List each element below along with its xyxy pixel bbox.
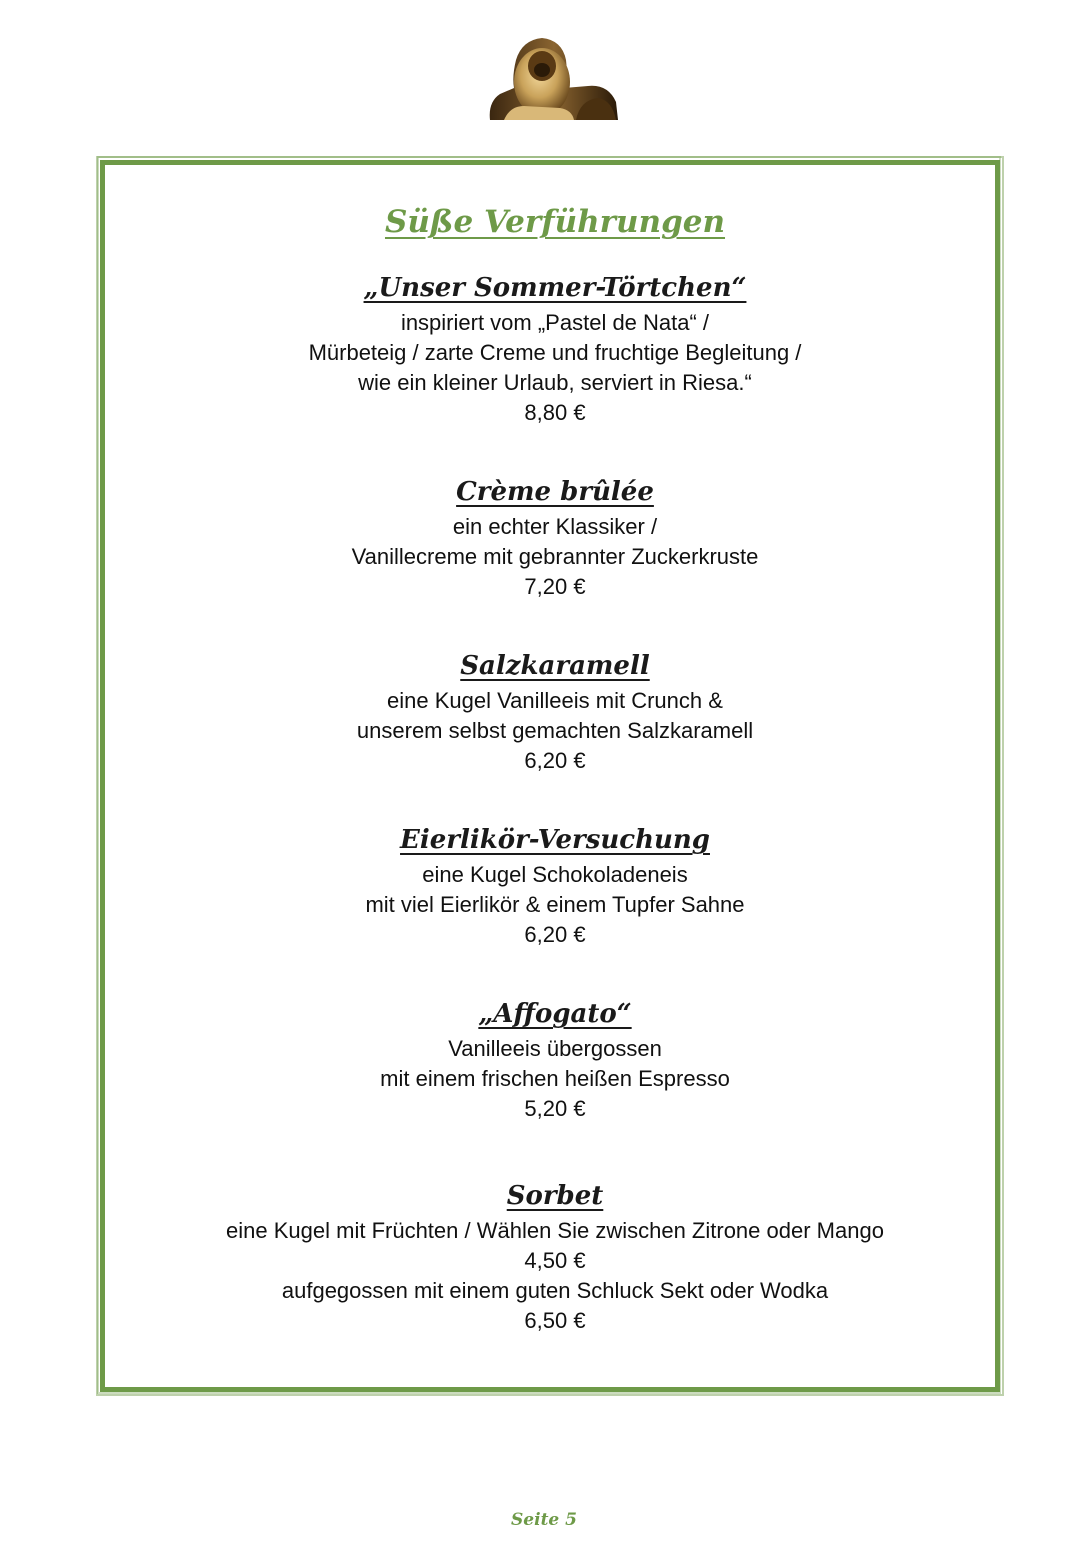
dish-description: Mürbeteig / zarte Creme und fruchtige Begleitung / [308, 340, 802, 365]
dish-name: Sorbet [506, 1181, 604, 1211]
menu-item [105, 472, 1005, 602]
dish-description: Vanillecreme mit gebrannter Zuckerkruste [351, 544, 759, 569]
dish-description: aufgegossen mit einem guten Schluck Sekt oder Wodka [281, 1278, 829, 1303]
dish-price: 4,50 € [524, 1248, 586, 1273]
menu-item [105, 820, 1005, 950]
menu-content [105, 196, 1005, 1336]
dish-price: 7,20 € [524, 574, 586, 599]
dish-price: 6,50 € [524, 1308, 586, 1333]
dish-name: Crème brûlée [456, 477, 654, 507]
menu-item [105, 1176, 1005, 1336]
lion-statue-icon [484, 36, 620, 122]
menu-title: Süße Verführungen [384, 204, 726, 240]
dish-description: inspiriert vom „Pastel de Nata“ / [400, 310, 710, 335]
menu-item [105, 646, 1005, 776]
page-number: Seite 5 [511, 1510, 577, 1530]
menu-item [105, 994, 1005, 1124]
dish-price: 8,80 € [524, 400, 586, 425]
dish-price: 6,20 € [524, 922, 586, 947]
dish-description: eine Kugel Vanilleeis mit Crunch & [387, 688, 723, 713]
dish-description: Vanilleeis übergossen [448, 1036, 662, 1061]
dish-description: ein echter Klassiker / [452, 514, 658, 539]
dish-description: mit einem frischen heißen Espresso [380, 1066, 730, 1091]
dish-name: „Affogato“ [478, 999, 632, 1029]
dish-description: wie ein kleiner Urlaub, serviert in Riesa.“ [358, 370, 752, 395]
dish-description: eine Kugel Schokoladeneis [422, 862, 688, 887]
dish-description: eine Kugel mit Früchten / Wählen Sie zwischen Zitrone oder Mango [226, 1218, 884, 1243]
dish-description: unserem selbst gemachten Salzkaramell [356, 718, 754, 743]
dish-name: „Unser Sommer-Törtchen“ [363, 273, 747, 303]
menu-item [105, 268, 1005, 428]
dish-price: 5,20 € [524, 1096, 586, 1121]
dish-name: Eierlikör-Versuchung [400, 825, 710, 855]
dish-name: Salzkaramell [460, 651, 650, 681]
dish-price: 6,20 € [524, 748, 586, 773]
dish-description: mit viel Eierlikör & einem Tupfer Sahne [365, 892, 745, 917]
